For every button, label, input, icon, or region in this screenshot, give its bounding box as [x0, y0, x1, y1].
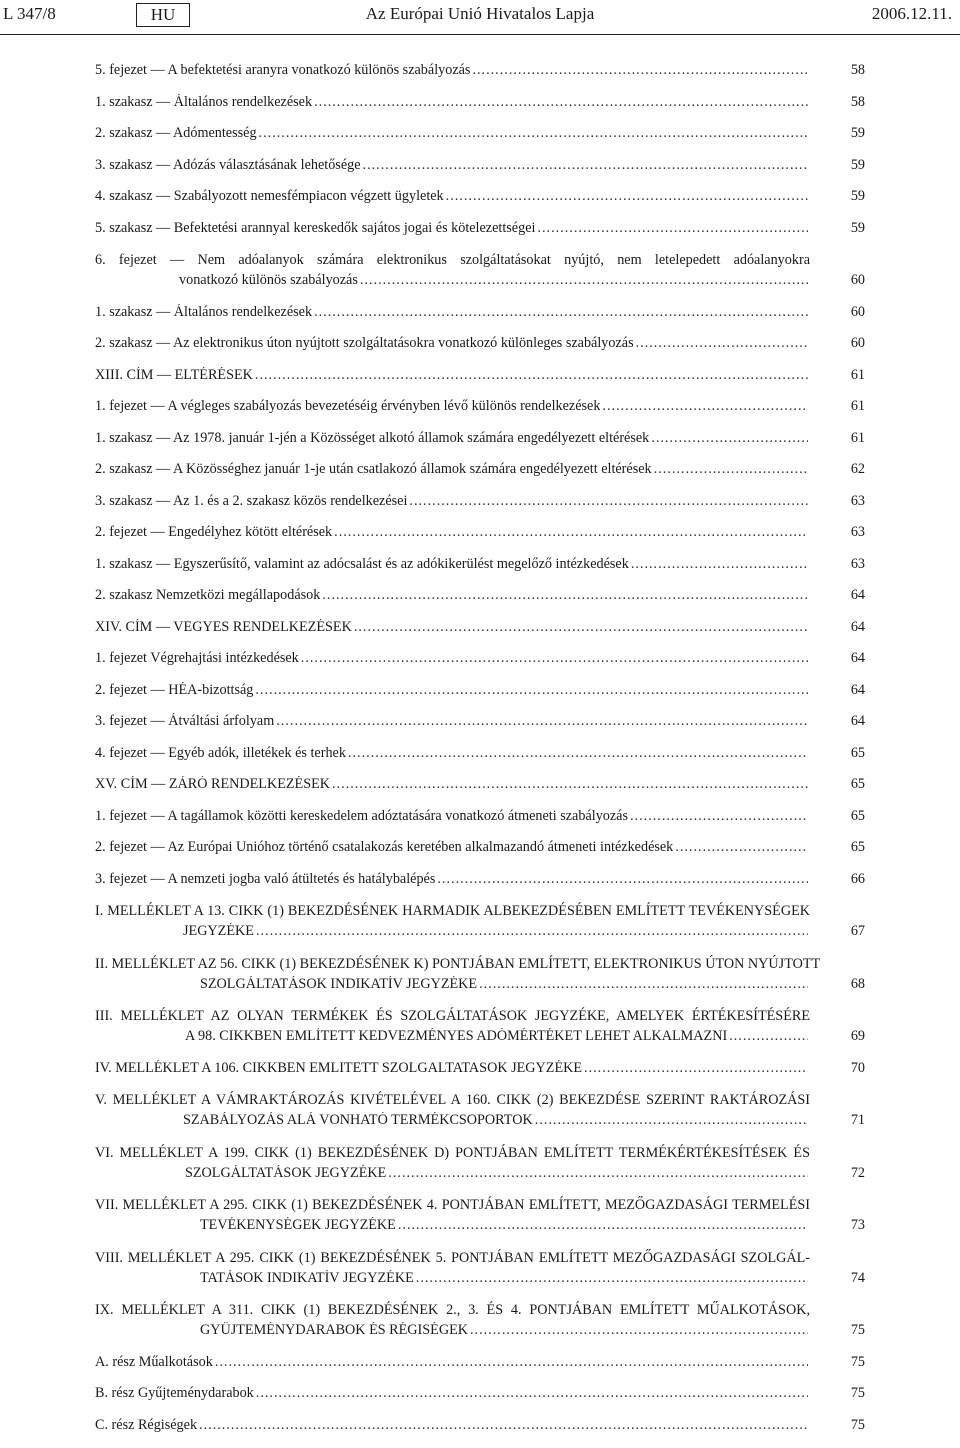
toc-entry-page: 66 — [850, 870, 865, 887]
leader-dots — [314, 304, 808, 321]
toc-entry[interactable] — [95, 251, 865, 291]
toc-entry-title-line: I. MELLÉKLET A 13. CIKK (1) BEKEZDÉSÉNEK HARMADIK ALBEKEZDÉSÉBEN EMLÍTETT TEVÉKENYSÉGEK — [95, 903, 810, 919]
toc-entry-label: 2. fejezet — HÉA-bizottság — [95, 681, 254, 698]
toc-entry[interactable] — [95, 1007, 865, 1047]
leader-dots — [584, 1060, 808, 1077]
toc-entry-label: JEGYZÉKE — [183, 923, 254, 939]
table-of-contents — [95, 62, 865, 1448]
toc-entry-label: TATÁSOK INDIKATÍV JEGYZÉKE — [200, 1269, 414, 1286]
toc-entry[interactable] — [95, 1417, 865, 1436]
leader-dots — [388, 1165, 808, 1182]
toc-entry-page: 63 — [850, 524, 865, 540]
toc-entry-page: 59 — [850, 125, 865, 141]
leader-dots — [276, 713, 808, 730]
toc-entry-title-line: III. MELLÉKLET AZ OLYAN TERMÉKEK ÉS SZOLGÁLTATÁSOK JEGYZÉKE, AMELYEK ÉRTÉKESÍTÉSÉRE — [95, 1008, 810, 1024]
toc-entry-label: 5. szakasz — Befektetési arannyal kereskedők sajátos jogai és kötelezettségei — [95, 219, 536, 236]
toc-entry[interactable] — [95, 367, 865, 386]
toc-entry-label: 1. szakasz — Általános rendelkezések — [95, 93, 313, 110]
toc-entry-page: 75 — [850, 1385, 865, 1401]
toc-entry-label: 4. fejezet — Egyéb adók, illetékek és terhek — [95, 744, 346, 761]
leader-dots — [409, 493, 808, 510]
toc-entry-page: 64 — [850, 587, 865, 603]
toc-entry[interactable] — [95, 430, 865, 449]
toc-entry-page: 63 — [850, 555, 865, 572]
toc-entry-label: 1. szakasz — Általános rendelkezések — [95, 303, 313, 320]
toc-entry-page: 75 — [850, 1416, 865, 1433]
toc-entry-label: 1. fejezet — A tagállamok közötti kereskedelem adóztatására vonatkozó átmeneti szabályozás — [95, 807, 628, 824]
toc-entry-title-line: II. MELLÉKLET AZ 56. CIKK (1) BEKEZDÉSÉNEK K) PONTJÁBAN EMLÍTETT, ELEKTRONIKUS ÚTON NYÚJTOTT — [95, 955, 821, 972]
toc-entry-page: 71 — [850, 1112, 865, 1128]
toc-entry-page: 61 — [850, 398, 865, 414]
leader-dots — [199, 1417, 808, 1434]
toc-entry-label: 2. szakasz — Az elektronikus úton nyújtott szolgáltatásokra vonatkozó különleges szabályozás — [95, 335, 634, 351]
toc-entry-page: 58 — [850, 62, 865, 78]
leader-dots — [215, 1354, 808, 1371]
toc-entry-page: 65 — [850, 744, 865, 761]
toc-entry[interactable] — [95, 776, 865, 795]
leader-dots — [651, 430, 808, 447]
toc-entry-page: 75 — [850, 1353, 865, 1370]
leader-dots — [348, 745, 808, 762]
leader-dots — [332, 776, 808, 793]
leader-dots — [255, 682, 808, 699]
toc-entry[interactable] — [95, 955, 865, 995]
toc-entry[interactable] — [95, 713, 865, 732]
toc-entry-label: 1. fejezet Végrehajtási intézkedések — [95, 650, 299, 666]
toc-entry-page: 72 — [850, 1164, 865, 1181]
toc-entry-page: 62 — [850, 461, 865, 477]
toc-entry[interactable] — [95, 839, 865, 858]
toc-entry-label: TEVÉKENYSÉGEK JEGYZÉKE — [200, 1217, 396, 1233]
toc-entry-label: 3. szakasz — Adózás választásának lehetősége — [95, 156, 361, 173]
toc-entry[interactable] — [95, 1354, 865, 1373]
leader-dots — [360, 272, 808, 289]
toc-entry[interactable] — [95, 619, 865, 638]
leader-dots — [437, 871, 808, 888]
leader-dots — [602, 398, 808, 415]
toc-entry-page: 59 — [850, 156, 865, 173]
leader-dots — [255, 367, 808, 384]
toc-entry-title-line: VIII. MELLÉKLET A 295. CIKK (1) BEKEZDÉSÉNEK 5. PONTJÁBAN EMLÍTETT MEZŐGAZDASÁGI SZOLGÁL- — [95, 1249, 810, 1266]
leader-dots — [537, 220, 808, 237]
toc-entry[interactable] — [95, 188, 865, 207]
toc-entry-label: 4. szakasz — Szabályozott nemesfémpiacon végzett ügyletek — [95, 188, 444, 204]
toc-entry-title-line: VI. MELLÉKLET A 199. CIKK (1) BEKEZDÉSÉNEK D) PONTJÁBAN EMLÍTETT TERMÉKÉRTÉKESÍTÉSEK ÉS — [95, 1144, 810, 1161]
toc-entry-page: 67 — [850, 923, 865, 939]
leader-dots — [479, 976, 808, 993]
toc-entry-page: 64 — [850, 681, 865, 698]
toc-entry-page: 70 — [850, 1059, 865, 1076]
toc-entry[interactable] — [95, 650, 865, 669]
toc-entry[interactable] — [95, 220, 865, 239]
toc-entry-page: 69 — [850, 1028, 865, 1044]
leader-dots — [314, 94, 808, 111]
toc-entry-label: 2. fejezet — Engedélyhez kötött eltérések — [95, 524, 333, 540]
toc-entry-label: XIV. CÍM — VEGYES RENDELKEZÉSEK — [95, 618, 352, 635]
toc-entry-label: GYŰJTEMÉNYDARABOK ÉS RÉGISÉGEK — [200, 1322, 468, 1338]
toc-entry[interactable] — [95, 125, 865, 144]
leader-dots — [363, 157, 808, 174]
toc-entry[interactable] — [95, 1091, 865, 1131]
toc-entry-page: 60 — [850, 272, 865, 288]
toc-entry-label: A. rész Műalkotások — [95, 1353, 213, 1370]
toc-entry-title-line: V. MELLÉKLET A VÁMRAKTÁROZÁS KIVÉTELÉVEL A 160. CIKK (2) BEKEZDÉSE SZERINT RAKTÁROZÁSI — [95, 1092, 810, 1108]
leader-dots — [654, 461, 808, 478]
toc-entry-label: 3. szakasz — Az 1. és a 2. szakasz közös rendelkezései — [95, 492, 408, 509]
toc-entry[interactable] — [95, 682, 865, 701]
toc-entry-label: A 98. CIKKBEN EMLÍTETT KEDVEZMÉNYES ADÓMÉRTÉKET LEHET ALKALMAZNI — [185, 1028, 728, 1044]
leader-dots — [322, 587, 808, 604]
toc-entry[interactable] — [95, 398, 865, 417]
toc-entry-page: 68 — [850, 975, 865, 992]
toc-entry-label: XIII. CÍM — ELTÉRÉSEK — [95, 366, 253, 383]
language-code-box: HU — [136, 3, 190, 27]
leader-dots — [631, 556, 808, 573]
toc-entry-label: XV. CÍM — ZÁRÓ RENDELKEZÉSEK — [95, 776, 331, 792]
toc-entry-label: C. rész Régiségek — [95, 1416, 198, 1433]
toc-entry[interactable] — [95, 94, 865, 113]
toc-entry-label: IV. MELLÉKLET A 106. CIKKBEN EMLITETT SZOLGALTATASOK JEGYZÉKE — [95, 1059, 583, 1076]
toc-entry-page: 73 — [850, 1217, 865, 1233]
leader-dots — [416, 1270, 808, 1287]
toc-entry[interactable] — [95, 524, 865, 543]
toc-entry-label: 2. fejezet — Az Európai Unióhoz történő csatalakozás keretében alkalmazandó átmeneti intézkedések — [95, 839, 674, 855]
toc-entry-label: SZABÁLYOZÁS ALÁ VONHATÓ TERMÉKCSOPORTOK — [183, 1112, 533, 1128]
toc-entry-page: 65 — [850, 776, 865, 792]
toc-entry[interactable] — [95, 745, 865, 764]
toc-entry-label: 2. szakasz — A Közösséghez január 1-je után csatlakozó államok számára engedélyezett eltérések — [95, 461, 652, 477]
leader-dots — [259, 125, 808, 142]
leader-dots — [256, 923, 808, 940]
toc-entry-title-line: IX. MELLÉKLET A 311. CIKK (1) BEKEZDÉSÉNEK 2., 3. ÉS 4. PONTJÁBAN EMLÍTETT MŰALKOTÁSOK, — [95, 1302, 810, 1318]
toc-entry[interactable] — [95, 808, 865, 827]
toc-entry-page: 64 — [850, 618, 865, 635]
toc-entry-label: 1. szakasz — Az 1978. január 1-jén a Közösséget alkotó államok számára engedélyezett eltérések — [95, 429, 650, 446]
leader-dots — [334, 524, 808, 541]
toc-entry-label: SZOLGÁLTATÁSOK INDIKATÍV JEGYZÉKE — [200, 975, 478, 992]
toc-entry-page: 65 — [850, 807, 865, 824]
toc-entry-page: 61 — [850, 366, 865, 383]
leader-dots — [630, 808, 808, 825]
toc-entry-page: 60 — [850, 303, 865, 320]
leader-dots — [472, 62, 808, 79]
toc-entry-label: 1. szakasz — Egyszerűsítő, valamint az adócsalást és az adókikerülést megelőző intézkedések — [95, 555, 629, 572]
toc-entry-page: 63 — [850, 492, 865, 509]
toc-entry-page: 64 — [850, 713, 865, 729]
toc-entry-page: 59 — [850, 188, 865, 204]
toc-entry-label: vonatkozó különös szabályozás — [179, 272, 358, 288]
leader-dots — [398, 1217, 808, 1234]
journal-title: Az Európai Unió Hivatalos Lapja — [365, 4, 595, 23]
toc-entry-title-line: 6. fejezet — Nem adóalanyok számára elektronikus szolgáltatásokat nyújtó, nem letelepedett adóalanyokra — [95, 252, 810, 268]
leader-dots — [729, 1028, 808, 1045]
leader-dots — [675, 839, 808, 856]
toc-entry-label: 1. fejezet — A végleges szabályozás bevezetéséig érvényben lévő különös rendelkezések — [95, 398, 601, 414]
toc-entry[interactable] — [95, 157, 865, 176]
toc-entry[interactable] — [95, 1249, 865, 1289]
toc-entry[interactable] — [95, 1196, 865, 1236]
toc-entry-page: 58 — [850, 93, 865, 110]
toc-entry[interactable] — [95, 587, 865, 606]
toc-entry-label: 3. fejezet — A nemzeti jogba való átültetés és hatálybalépés — [95, 870, 436, 887]
toc-entry-page: 60 — [850, 335, 865, 351]
toc-entry[interactable] — [95, 1144, 865, 1184]
toc-entry[interactable] — [95, 62, 865, 81]
publication-date: 2006.12.11. — [871, 4, 952, 23]
toc-entry-label: 5. fejezet — A befektetési aranyra vonatkozó különös szabályozás — [95, 62, 471, 78]
toc-entry-page: 61 — [850, 429, 865, 446]
leader-dots — [636, 335, 808, 352]
toc-entry-label: 2. szakasz Nemzetközi megállapodások — [95, 587, 321, 603]
toc-entry-title-line: VII. MELLÉKLET A 295. CIKK (1) BEKEZDÉSÉNEK 4. PONTJÁBAN EMLÍTETT, MEZŐGAZDASÁGI TERMELÉSI — [95, 1197, 810, 1213]
toc-entry[interactable] — [95, 1301, 865, 1341]
toc-entry-page: 65 — [850, 839, 865, 855]
toc-entry-label: 2. szakasz — Adómentesség — [95, 125, 257, 141]
toc-entry[interactable] — [95, 556, 865, 575]
toc-entry-label: 3. fejezet — Átváltási árfolyam — [95, 713, 275, 729]
toc-entry-label: B. rész Gyűjteménydarabok — [95, 1385, 254, 1401]
leader-dots — [470, 1322, 808, 1339]
leader-dots — [256, 1385, 808, 1402]
toc-entry[interactable] — [95, 304, 865, 323]
toc-entry[interactable] — [95, 335, 865, 354]
toc-entry-page: 75 — [850, 1322, 865, 1338]
leader-dots — [535, 1112, 808, 1129]
toc-entry[interactable] — [95, 1060, 865, 1079]
leader-dots — [301, 650, 808, 667]
leader-dots — [354, 619, 808, 636]
toc-entry-page: 74 — [850, 1269, 865, 1286]
toc-entry[interactable] — [95, 902, 865, 942]
toc-entry-page: 59 — [850, 219, 865, 236]
toc-entry[interactable] — [95, 493, 865, 512]
toc-entry[interactable] — [95, 871, 865, 890]
journal-header — [0, 0, 960, 35]
toc-entry[interactable] — [95, 461, 865, 480]
leader-dots — [446, 188, 808, 205]
toc-entry[interactable] — [95, 1385, 865, 1404]
toc-entry-label: SZOLGÁLTATÁSOK JEGYZÉKE — [185, 1164, 387, 1181]
page-reference: L 347/8 — [3, 4, 56, 23]
toc-entry-page: 64 — [850, 650, 865, 666]
